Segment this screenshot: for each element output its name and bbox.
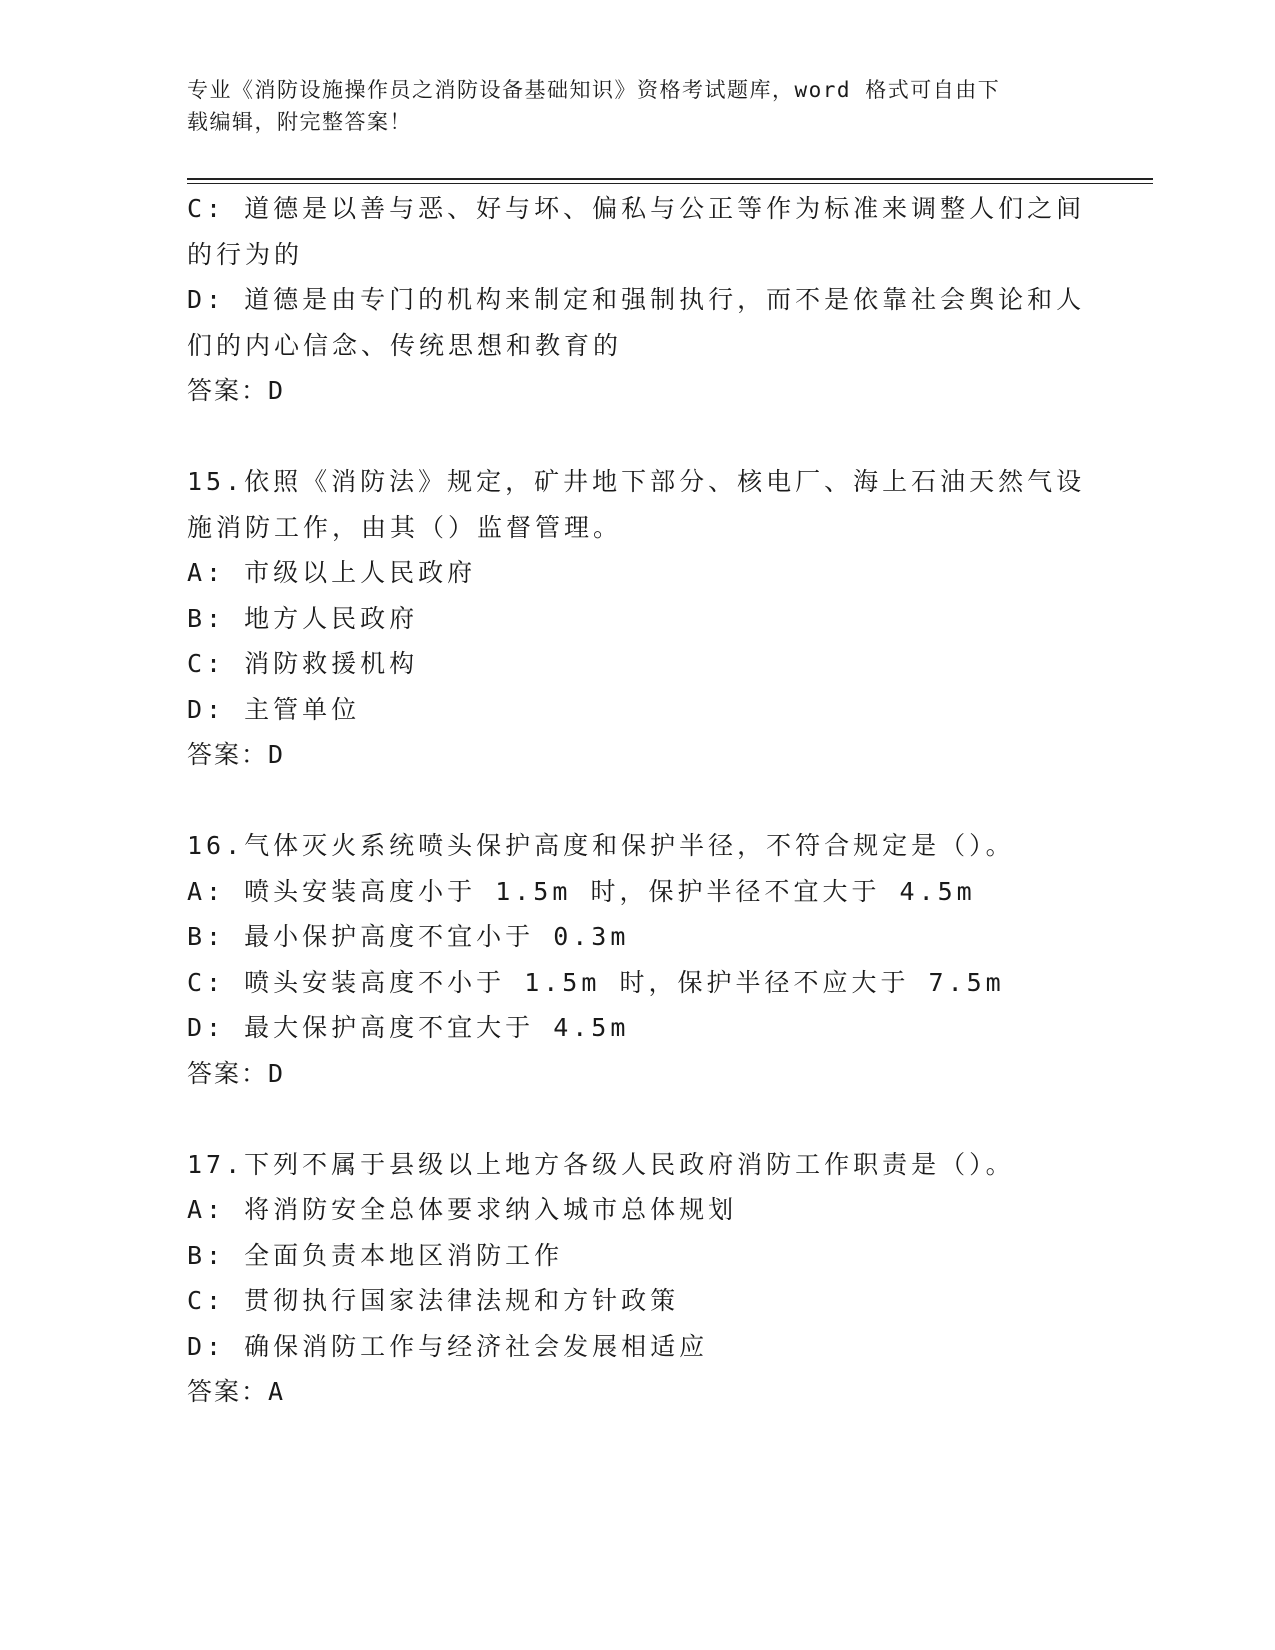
answer-label: 答案：D	[187, 1058, 286, 1088]
option-b: B: 全面负责本地区消防工作	[187, 1240, 564, 1270]
option-d: D: 最大保护高度不宜大于 4.5m	[187, 1013, 630, 1042]
answer-label: 答案：D	[187, 376, 286, 405]
option-d: D: 道德是由专门的机构来制定和强制执行，而不是依靠社会舆论和人	[187, 285, 1086, 314]
question-list	[187, 186, 1086, 1415]
option-d: D: 确保消防工作与经济社会发展相适应	[187, 1331, 709, 1361]
question-stem: 16.气体灭火系统喷头保护高度和保护半径，不符合规定是（）。	[187, 831, 1015, 860]
question-stem: 15.依照《消防法》规定，矿井地下部分、核电厂、海上石油天然气设	[187, 467, 1086, 496]
option-c: C: 喷头安装高度不小于 1.5m 时，保护半径不应大于 7.5m	[187, 967, 1005, 997]
option-a: A: 将消防安全总体要求纳入城市总体规划	[187, 1195, 738, 1224]
answer-label: 答案：A	[187, 1377, 286, 1406]
header-line-1: 专业《消防设施操作员之消防设备基础知识》资格考试题库，word 格式可自由下	[187, 78, 1001, 102]
document-header	[187, 74, 1067, 138]
option-a: A: 喷头安装高度小于 1.5m 时，保护半径不宜大于 4.5m	[187, 876, 976, 906]
question-17	[187, 1142, 1077, 1415]
option-b: B: 最小保护高度不宜小于 0.3m	[187, 922, 630, 951]
option-c-continued: 的行为的	[187, 239, 304, 269]
spacer	[187, 778, 1077, 824]
option-c: C: 道德是以善与恶、好与坏、偏私与公正等作为标准来调整人们之间	[187, 194, 1086, 223]
header-divider-thin	[187, 183, 1153, 184]
answer-label: 答案：D	[187, 740, 286, 769]
option-b: B: 地方人民政府	[187, 603, 419, 633]
spacer	[187, 414, 1077, 460]
question-stem: 17.下列不属于县级以上地方各级人民政府消防工作职责是（）。	[187, 1149, 1015, 1179]
option-d: D: 主管单位	[187, 694, 361, 724]
option-c: C: 消防救援机构	[187, 649, 419, 678]
question-carryover	[187, 186, 1086, 414]
question-15	[187, 459, 1086, 778]
option-d-continued: 们的内心信念、传统思想和教育的	[187, 330, 623, 360]
header-divider-thick	[187, 178, 1153, 180]
question-stem-continued: 施消防工作，由其（）监督管理。	[187, 512, 623, 542]
option-c: C: 贯彻执行国家法律法规和方针政策	[187, 1286, 680, 1315]
question-16	[187, 823, 1077, 1096]
header-line-2: 载编辑，附完整答案！	[187, 110, 412, 134]
spacer	[187, 1096, 1077, 1142]
option-a: A: 市级以上人民政府	[187, 558, 477, 587]
